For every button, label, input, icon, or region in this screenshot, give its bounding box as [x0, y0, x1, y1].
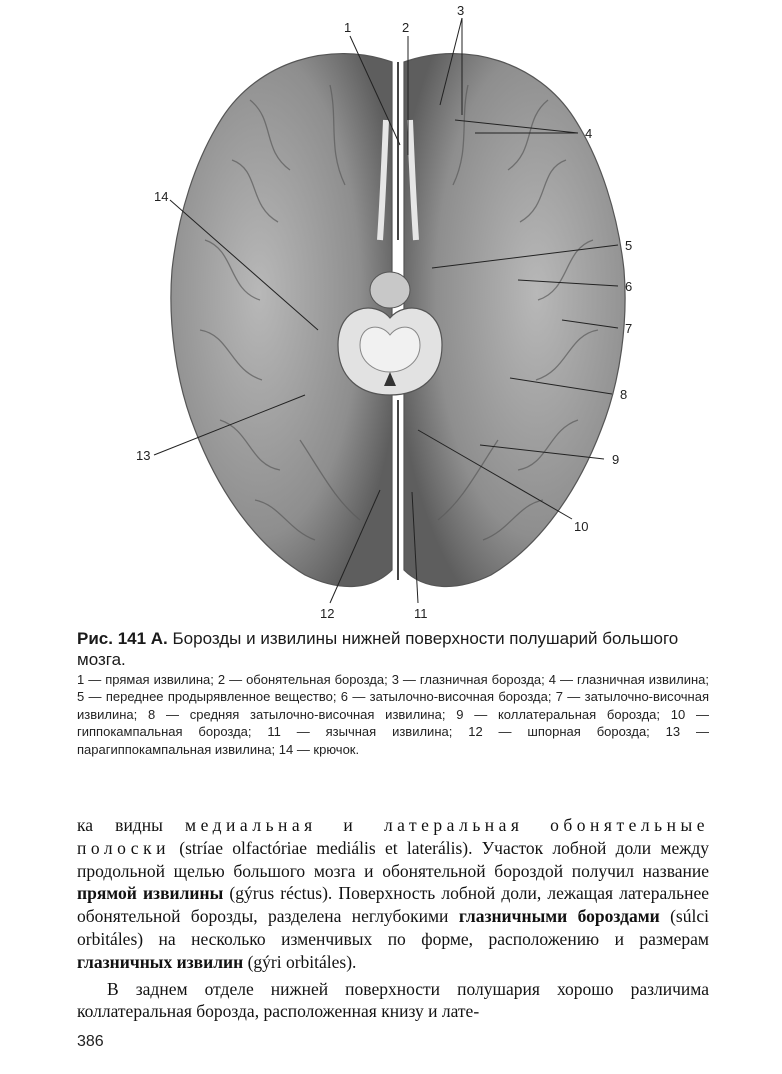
- bold-term: глазничных извилин: [77, 951, 244, 972]
- label-10: 10: [574, 519, 589, 534]
- label-13: 13: [136, 448, 151, 463]
- label-4: 4: [585, 126, 593, 141]
- label-2: 2: [402, 20, 410, 35]
- figure-number: Рис. 141 А.: [77, 629, 168, 648]
- label-5: 5: [625, 238, 633, 253]
- label-1: 1: [344, 20, 352, 35]
- bold-term: прямой извилины: [77, 883, 224, 904]
- spaced-term: медиальная и латеральная обонятельные полоски: [77, 815, 709, 858]
- paragraph-2: В заднем отделе нижней поверхности полушария хорошо различима коллатеральная борозда, расположенная книзу и лате-: [77, 978, 709, 1022]
- bold-term: глазничными бороздами: [458, 906, 660, 927]
- label-3: 3: [457, 3, 465, 18]
- figure-title: Борозды и извилины нижней поверхности полушарий большого мозга.: [77, 629, 679, 669]
- body-text: [77, 814, 709, 1023]
- label-6: 6: [625, 279, 633, 294]
- label-7: 7: [625, 321, 633, 336]
- label-12: 12: [320, 606, 335, 621]
- paragraph-1: ка видны медиальная и латеральная обонятельные полоски (stríae olfactóriae mediális et laterális). Участок лобной доли между продольной щелью большого мозга и обонятельной бороздой получил название прямой извилины (gýrus réctus). Поверхность лобной доли, лежащая латеральнее обонятельной борозды, разделена неглубокими глазничными бороздами (súlci orbitáles) на несколько изменчивых по форме, расположению и размерам глазничных извилин (gýri orbitáles).: [77, 815, 709, 972]
- label-9: 9: [612, 452, 620, 467]
- label-14: 14: [154, 189, 169, 204]
- figure-caption: [77, 628, 717, 670]
- label-8: 8: [620, 387, 628, 402]
- label-11: 11: [414, 606, 428, 621]
- page-number: 386: [77, 1033, 104, 1050]
- figure-legend: 1 — прямая извилина; 2 — обонятельная борозда; 3 — глазничная борозда; 4 — глазничная извилина; 5 — переднее продырявленное вещество; 6 — затылочно-височная борозда; 7 — затылочно-височная извилина; 8 — средняя затылочно-височная извилина; 9 — коллатеральная борозда; 10 — гиппокампальная борозда; 11 — язычная извилина; 12 — шпорная борозда; 13 — парагиппокампальная извилина; 14 — крючок.: [77, 672, 709, 757]
